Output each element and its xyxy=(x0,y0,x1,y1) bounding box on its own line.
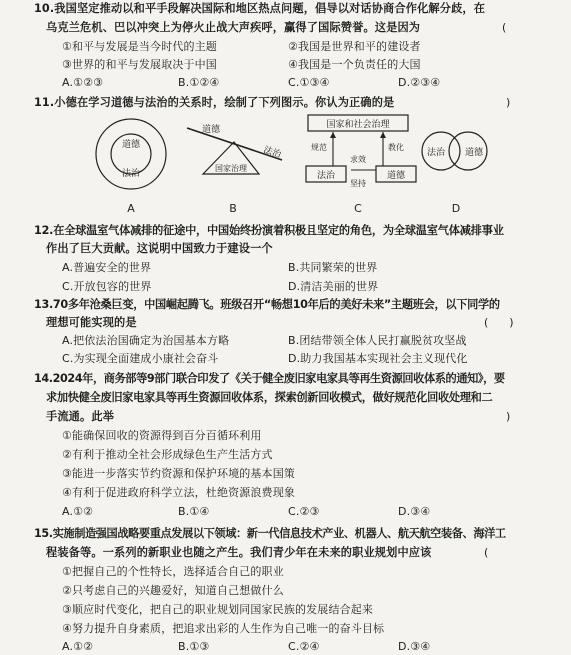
q11-d-right-label: 道德 xyxy=(464,148,484,158)
q14-option-2: ②有利于推动全社会形成绿色生产生活方式 xyxy=(62,448,273,461)
q10-choice-b: B.①②④ xyxy=(178,76,220,89)
q15-option-3: ③顺应时代变化，把自己的职业规划同国家民族的发展结合起来 xyxy=(62,603,374,616)
q15-answer-paren: ( xyxy=(484,546,489,559)
q14-option-1: ①能确保回收的资源得到百分百循环利用 xyxy=(62,429,262,442)
q11-c-mid-label-2: 坚持 xyxy=(350,179,366,188)
q14-stem-line1: 14.2024年，商务部等9部门联合印发了《关于健全废旧家电家具等再生资源回收体系的通知》，要 xyxy=(34,372,505,385)
q11-figure-b xyxy=(187,123,284,174)
q12-stem-line1: 12.在全球温室气体减排的征途中，中国始终扮演着积极且坚定的角色，为全球温室气体减排事业 xyxy=(34,224,504,237)
q13-stem-line2: 理想可能实现的是 xyxy=(46,316,137,329)
q13-stem-line1: 13.70多年沧桑巨变，中国崛起腾飞。班级召开“畅想10年后的美好未来”主题班会，以下同学的 xyxy=(34,298,500,311)
q15-choice-d: D.③④ xyxy=(398,640,431,653)
q11-diagrams xyxy=(0,110,571,220)
q15-option-2: ②只考虑自己的兴趣爱好，知道自己想做什么 xyxy=(62,584,284,597)
q11-figure-b-letter: B xyxy=(229,202,237,215)
q15-option-1: ①把握自己的个性特长，选择适合自己的职业 xyxy=(62,565,284,578)
q11-a-outer-label: 道德 xyxy=(121,140,141,150)
q11-figure-c-letter: C xyxy=(354,202,362,215)
q10-choice-a: A.①②③ xyxy=(62,76,104,89)
q15-option-4: ④努力提升自身素质，把追求出彩的人生作为自己唯一的奋斗目标 xyxy=(62,622,385,635)
q13-option-b: B.团结带领全体人民打赢脱贫攻坚战 xyxy=(288,334,467,347)
q11-c-left-box-label: 法治 xyxy=(316,171,336,181)
q14-option-4: ④有利于促进政府科学立法，杜绝资源浪费现象 xyxy=(62,486,296,499)
q13-option-d: D.助力我国基本实现社会主义现代化 xyxy=(288,352,468,365)
q10-choice-c: C.①③④ xyxy=(288,76,330,89)
q11-c-top-label: 国家和社会治理 xyxy=(326,120,390,130)
q14-stem-line3: 手流通。此举 xyxy=(46,410,115,423)
q11-answer-paren: ) xyxy=(506,96,511,109)
q11-a-inner-label: 法治 xyxy=(121,169,141,179)
q11-b-left-label: 道德 xyxy=(202,125,221,135)
q14-answer-paren: ) xyxy=(506,410,511,423)
q11-d-left-label: 法治 xyxy=(426,148,446,158)
q15-stem-line1: 15.实施制造强国战略要重点发展以下领域：新一代信息技术产业、机器人、航天航空装备、海洋工 xyxy=(34,527,506,540)
q12-option-c: C.开放包容的世界 xyxy=(62,280,152,293)
q10-answer-paren: ( xyxy=(502,21,507,34)
q15-stem-line2: 程装备等。一系列的新职业也随之产生。我们青少年在未来的职业规划中应该 xyxy=(46,546,432,559)
q13-option-a: A.把依法治国确定为治国基本方略 xyxy=(62,334,230,347)
q12-option-a: A.普遍安全的世界 xyxy=(62,261,152,274)
q11-figure-a xyxy=(96,119,166,189)
q10-stem-line1: 10.我国坚定推动以和平手段解决国际和地区热点问题，倡导以对话协商合作化解分歧，在 xyxy=(34,2,486,15)
q14-choice-d: D.③④ xyxy=(398,505,431,518)
q11-c-right-arrow-label: 教化 xyxy=(388,143,404,152)
q11-stem: 11.小德在学习道德与法治的关系时，绘制了下列图示。你认为正确的是 xyxy=(34,96,395,109)
q14-choice-a: A.①② xyxy=(62,505,94,518)
q10-stem-line2: 乌克兰危机、巴以冲突上为停火止战大声疾呼，赢得了国际赞誉。这是因为 xyxy=(46,21,421,34)
q15-choice-a: A.①② xyxy=(62,640,94,653)
q14-stem-line2: 求加快健全废旧家电家具等再生资源回收体系，探索创新回收模式，做好规范化回收处理和二 xyxy=(46,391,493,404)
q11-b-base-label: 国家治理 xyxy=(215,164,247,173)
q14-option-3: ③能进一步落实节约资源和保护环境的基本国策 xyxy=(62,467,296,480)
q12-option-d: D.清洁美丽的世界 xyxy=(288,280,379,293)
q12-stem-line2: 作出了巨大贡献。这说明中国致力于建设一个 xyxy=(46,242,273,255)
q10-option-4: ④我国是一个负责任的大国 xyxy=(288,58,421,71)
q14-choice-b: B.①④ xyxy=(178,505,210,518)
q11-figure-d-letter: D xyxy=(451,202,461,215)
q15-choice-c: C.②④ xyxy=(288,640,320,653)
q10-option-1: ①和平与发展是当今时代的主题 xyxy=(62,40,217,53)
q11-figure-d xyxy=(422,132,487,170)
q11-c-right-box-label: 道德 xyxy=(386,171,406,181)
q11-c-mid-label-1: 求效 xyxy=(350,155,366,164)
q13-option-c: C.为实现全面建成小康社会奋斗 xyxy=(62,352,219,365)
q11-figure-c xyxy=(306,115,416,188)
q11-c-left-arrow-label: 规范 xyxy=(311,143,327,152)
q15-choice-b: B.①③ xyxy=(178,640,210,653)
q11-figure-a-letter: A xyxy=(127,202,135,215)
q10-option-2: ②我国是世界和平的建设者 xyxy=(288,40,421,53)
q11-b-right-label: 法治 xyxy=(262,145,283,161)
q10-choice-d: D.②③④ xyxy=(398,76,441,89)
q10-option-3: ③世界的和平与发展取决于中国 xyxy=(62,58,217,71)
q13-answer-paren: ( ) xyxy=(484,316,514,329)
q12-option-b: B.共同繁荣的世界 xyxy=(288,261,378,274)
q14-choice-c: C.②③ xyxy=(288,505,320,518)
